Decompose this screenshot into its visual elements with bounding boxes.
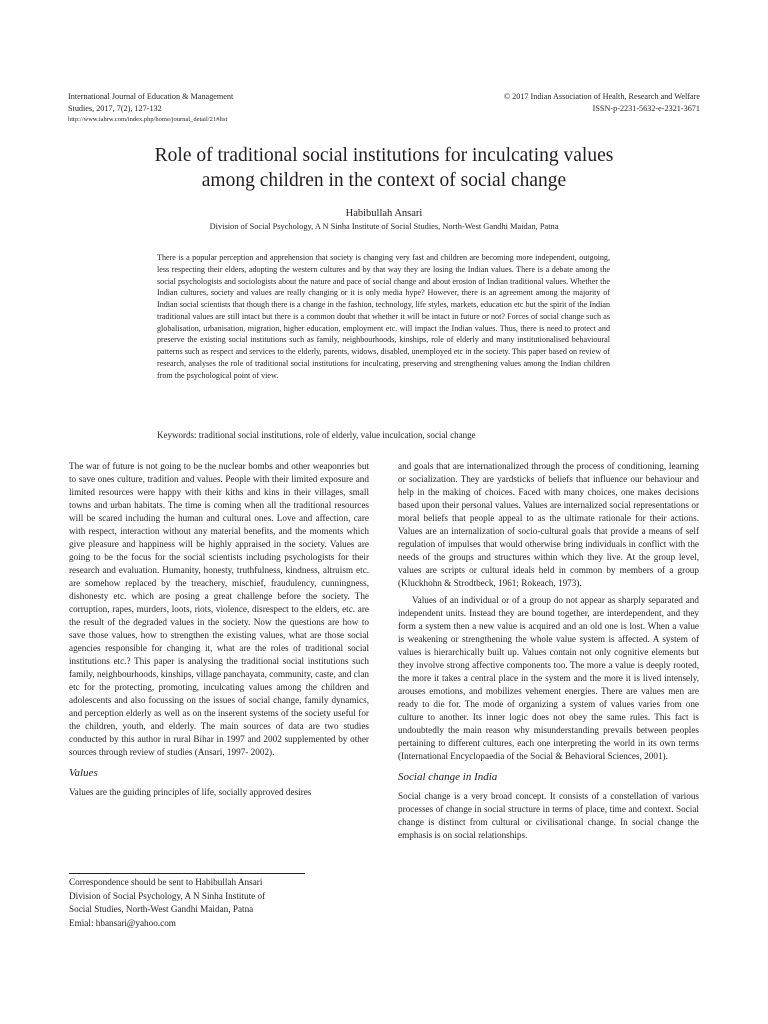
journal-volume: Studies, 2017, 7(2), 127-132 (68, 104, 162, 113)
publisher-info (370, 91, 700, 115)
correspondence-line-3: Social Studies, North-West Gandhi Maidan, Patna (69, 904, 254, 915)
journal-name: International Journal of Education & Management (68, 92, 234, 101)
title-line-1: Role of traditional social institutions for inculcating values (154, 145, 614, 166)
issn: ISSN-p-2231-5632-e-2321-3671 (592, 104, 700, 113)
value-system-paragraph: Values of an individual or of a group do not appear as sharply separated and independent units. Instead they are bound together, are interdependent, and they form a system then a new value is acquired and an old one is lost. When a value is weakening or strengthening the whole value system is affected. A system of values is hierarchically built up. Values contain not only cognitive elements but they involve strong affective components too. The more a value is deeply rooted, the more it takes a central place in the system and the more it is lived intensely, arouses emotions, and mobilizes vehement energies. There are values men are ready to die for. The mode of organizing a system of values varies from one culture to another. Its inner logic does not obey the same rules. This fact is undoubtedly the main reason why misunderstanding prevails between peoples pertaining to different cultures, each one interpreting the world in its own terms (International Encyclopaedia of the Social & Behavioral Sciences, 2001). (398, 595, 699, 761)
author-affiliation: Division of Social Psychology, A N Sinha Institute of Social Studies, North-West Gandhi Maidan, Patna (209, 222, 559, 231)
journal-url[interactable]: http://www.iahrw.com/index.php/home/journal_detail/21#list (68, 116, 228, 123)
right-column (398, 460, 699, 842)
correspondence-line-1: Correspondence should be sent to Habibullah Ansari (69, 877, 263, 887)
social-change-paragraph: Social change is a very broad concept. It consists of a constellation of various processes of change in social structure in terms of place, time and context. Social change is distinct from cultural or civilisational change. In social change the emphasis is on social relationships. (398, 791, 699, 840)
correspondence-footnote (69, 876, 369, 930)
article-title (110, 143, 658, 193)
values-paragraph-start: Values are the guiding principles of life, socially approved desires (69, 787, 312, 797)
correspondence-line-2: Division of Social Psychology, A N Sinha Institute of (69, 890, 266, 901)
values-heading: Values (69, 767, 98, 779)
left-column (69, 460, 369, 799)
copyright-notice: © 2017 Indian Association of Health, Research and Welfare (503, 92, 700, 101)
social-change-heading: Social change in India (398, 771, 498, 783)
abstract: There is a popular perception and apprehension that society is changing very fast and children are becoming more independent, outgoing, less respecting their elders, adopting the western cultures and by that way they are losing the Indian values. There is a debate among the social psychologists and sociologists about the nature and pace of social change and about erosion of Indian traditional values. Whether the Indian cultures, society and values are really changing or it is only media hype? However, there is an agreement among the majority of Indian social scientists that though there is a change in the fashion, technology, life styles, markets, education etc but the spirit of the Indian traditional values are still intact but there is a common doubt that whether it will be intact in future or not? Forces of social change such as globalisation, urbanisation, migration, higher education, employment etc. will impact the Indian values. Thus, there is need to protect and preserve the existing social institutions such as family, neighbourhoods, kinships, role of elderly and many institutionalised behavioural patterns such as respect and services to the elderly, parents, widows, disabled, unemployed etc in the society. This paper based on review of research, analyses the role of traditional social institutions for inculcating, preserving and strengthening values among the Indian children from the psychological point of view. (157, 253, 610, 380)
journal-citation (68, 91, 368, 125)
author-name: Habibullah Ansari (345, 208, 423, 219)
title-line-2: among children in the context of social change (201, 170, 567, 191)
intro-paragraph: The war of future is not going to be the nuclear bombs and other weaponries but to save ones culture, tradition and values. People with their limited exposure and limited resources were happy with their kiths and kins in their villages, small towns and urban habitats. The time is coming when all the traditional resources will be scared including the human and cultural ones. Love and affection, care with respect, interaction without any material benefits, and the moments which give pleasure and happiness will be highly appraised in the society. Values are going to be the focus for the social scientists including psychologists for their research and evaluation. Humanity, honesty, truthfulness, kindness, altruism etc. are somehow replaced by the treachery, mischief, fraudulency, cunningness, dishonesty etc. which are posing a great challenge before the society. The corruption, rapes, murders, loots, riots, violence, disrespect to the elders, etc. are the result of the degraded values in the society. Now the questions are how to save those values, how to strengthen the existing values, what are those social agencies responsible for changing it, what are the roles of traditional social institutions etc.? This paper is analysing the traditional social institutions such family, neighbourhoods, kinships, village panchayata, community, caste, and clan etc for the protecting, promoting, inculcating values among the children and adolescents and also focussing on the issues of social change, family dynamics, and perception elderly as well as on the inserent systems of the society useful for the children, youth, and elderly. The main sources of data are two studies conducted by this author in rural Bihar in 1997 and 2002 supplemented by other sources through review of studies (Ansari, 1997- 2002). (69, 461, 369, 757)
values-paragraph-continued: and goals that are internationalized through the process of conditioning, learning or socialization. They are yardsticks of beliefs that influence our behaviour and help in the making of choices. Faced with many choices, one makes decisions based upon their personal values. Values are internalized social representations or moral beliefs that people appeal to as the ultimate rationale for their actions. Values are an internalization of socio-cultural goals that provide a means of self regulation of impulses that would otherwise bring individuals in conflict with the needs of the groups and structures within which they live. At the group level, values are scripts or cultural ideals held in common by members of a group (Kluckhohn & Strodtbeck, 1961; Rokeach, 1973). (398, 461, 699, 588)
keywords: Keywords: traditional social institutions, role of elderly, value inculcation, social change (157, 430, 476, 440)
footnote-divider (69, 873, 305, 874)
correspondence-email[interactable]: Emial: hbansari@yahoo.com (69, 917, 176, 928)
